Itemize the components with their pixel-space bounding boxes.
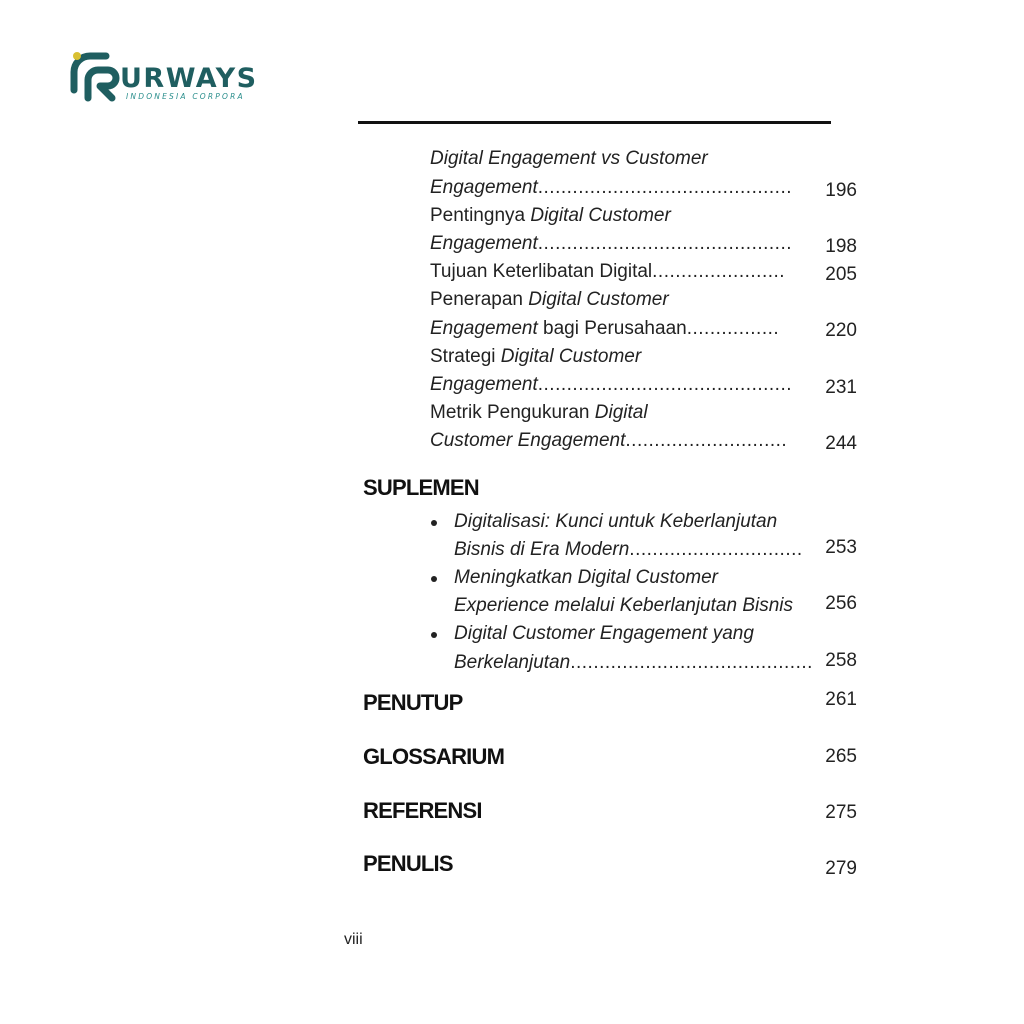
toc-entry-line: [430, 289, 669, 311]
entry-text: Experience melalui Keberlanjutan Bisnis: [454, 595, 794, 616]
toc-entry-line: [430, 177, 792, 199]
entry-text: Strategi: [430, 346, 501, 367]
section-title-penulis: PENULIS: [363, 851, 453, 876]
leader-dots: ..............................: [629, 539, 803, 560]
bullet-icon: [431, 576, 437, 582]
logo-wordmark: URWAYS: [120, 63, 258, 94]
entry-text: Berkelanjutan: [454, 652, 571, 673]
leader-dots: ............................: [625, 430, 788, 451]
toc-entry-page: 196: [825, 180, 857, 201]
logo-mark-icon: [66, 50, 126, 104]
suplemen-item-line: [454, 539, 803, 561]
entry-text: Bisnis di Era Modern: [454, 539, 630, 560]
suplemen-item-page: 253: [825, 537, 857, 558]
section-title-glossarium: GLOSSARIUM: [363, 744, 505, 769]
toc-entry-line: [430, 318, 779, 340]
entry-text: Digital Customer: [528, 289, 669, 310]
entry-text: Engagement: [430, 374, 538, 395]
entry-text: Tujuan Keterlibatan Digital: [430, 261, 653, 282]
toc-entry-line: [430, 233, 792, 255]
section-title-referensi: REFERENSI: [363, 798, 482, 823]
toc-entry-line: [430, 402, 648, 424]
logo-tagline: INDONESIA CORPORA: [126, 92, 245, 101]
page-number: viii: [344, 931, 363, 948]
leader-dots: ............................................: [537, 177, 793, 198]
leader-dots: ................: [686, 318, 780, 339]
suplemen-item-line: Digital Customer Engagement yang: [454, 623, 754, 644]
toc-entry-page: 198: [825, 236, 857, 257]
entry-text: Penerapan: [430, 289, 529, 310]
entry-text: Digital Customer: [500, 346, 642, 367]
toc-entry-page: 231: [825, 377, 857, 398]
leader-dots: ..........................................: [570, 652, 813, 673]
suplemen-item-page: 258: [825, 650, 857, 671]
section-page-penutup: 261: [825, 689, 857, 710]
bullet-icon: [431, 520, 437, 526]
toc-entry-line: [430, 430, 787, 452]
section-page-referensi: 275: [825, 802, 857, 823]
toc-entry-page: 244: [825, 433, 857, 454]
suplemen-item-page: 256: [825, 593, 857, 614]
suplemen-item-line: Digitalisasi: Kunci untuk Keberlanjutan: [454, 511, 778, 532]
entry-text: Pentingnya: [430, 205, 531, 226]
toc-entry-page: 205: [825, 264, 857, 285]
entry-text: Customer Engagement: [430, 430, 626, 451]
entry-text: Digital Engagement vs Customer: [430, 148, 708, 169]
section-page-penulis: 279: [825, 858, 857, 879]
suplemen-heading: SUPLEMEN: [363, 475, 479, 500]
entry-text: bagi Perusahaan: [537, 318, 687, 339]
leader-dots: ............................................: [537, 374, 793, 395]
toc-entry-line: [430, 374, 792, 396]
publisher-logo: [66, 50, 276, 106]
entry-text: Engagement: [430, 318, 538, 339]
section-page-glossarium: 265: [825, 746, 857, 767]
bullet-icon: [431, 632, 437, 638]
entry-text: Metrik Pengukuran: [430, 402, 595, 423]
suplemen-item-line: [454, 595, 793, 617]
section-title-penutup: PENUTUP: [363, 690, 463, 715]
toc-entry-line: [430, 148, 708, 170]
toc-entry-line: [430, 346, 641, 368]
suplemen-item-line: [454, 652, 813, 674]
entry-text: Engagement: [430, 233, 538, 254]
entry-text: Engagement: [430, 177, 538, 198]
toc-entry-line: [430, 205, 671, 227]
toc-entry-line: [430, 261, 785, 283]
leader-dots: .......................: [652, 261, 786, 282]
leader-dots: ............................................: [537, 233, 793, 254]
toc-entry-page: 220: [825, 320, 857, 341]
header-rule: [358, 121, 831, 124]
entry-text: Digital: [594, 402, 648, 423]
suplemen-item-line: Meningkatkan Digital Customer: [454, 567, 719, 588]
entry-text: Digital Customer: [530, 205, 671, 226]
